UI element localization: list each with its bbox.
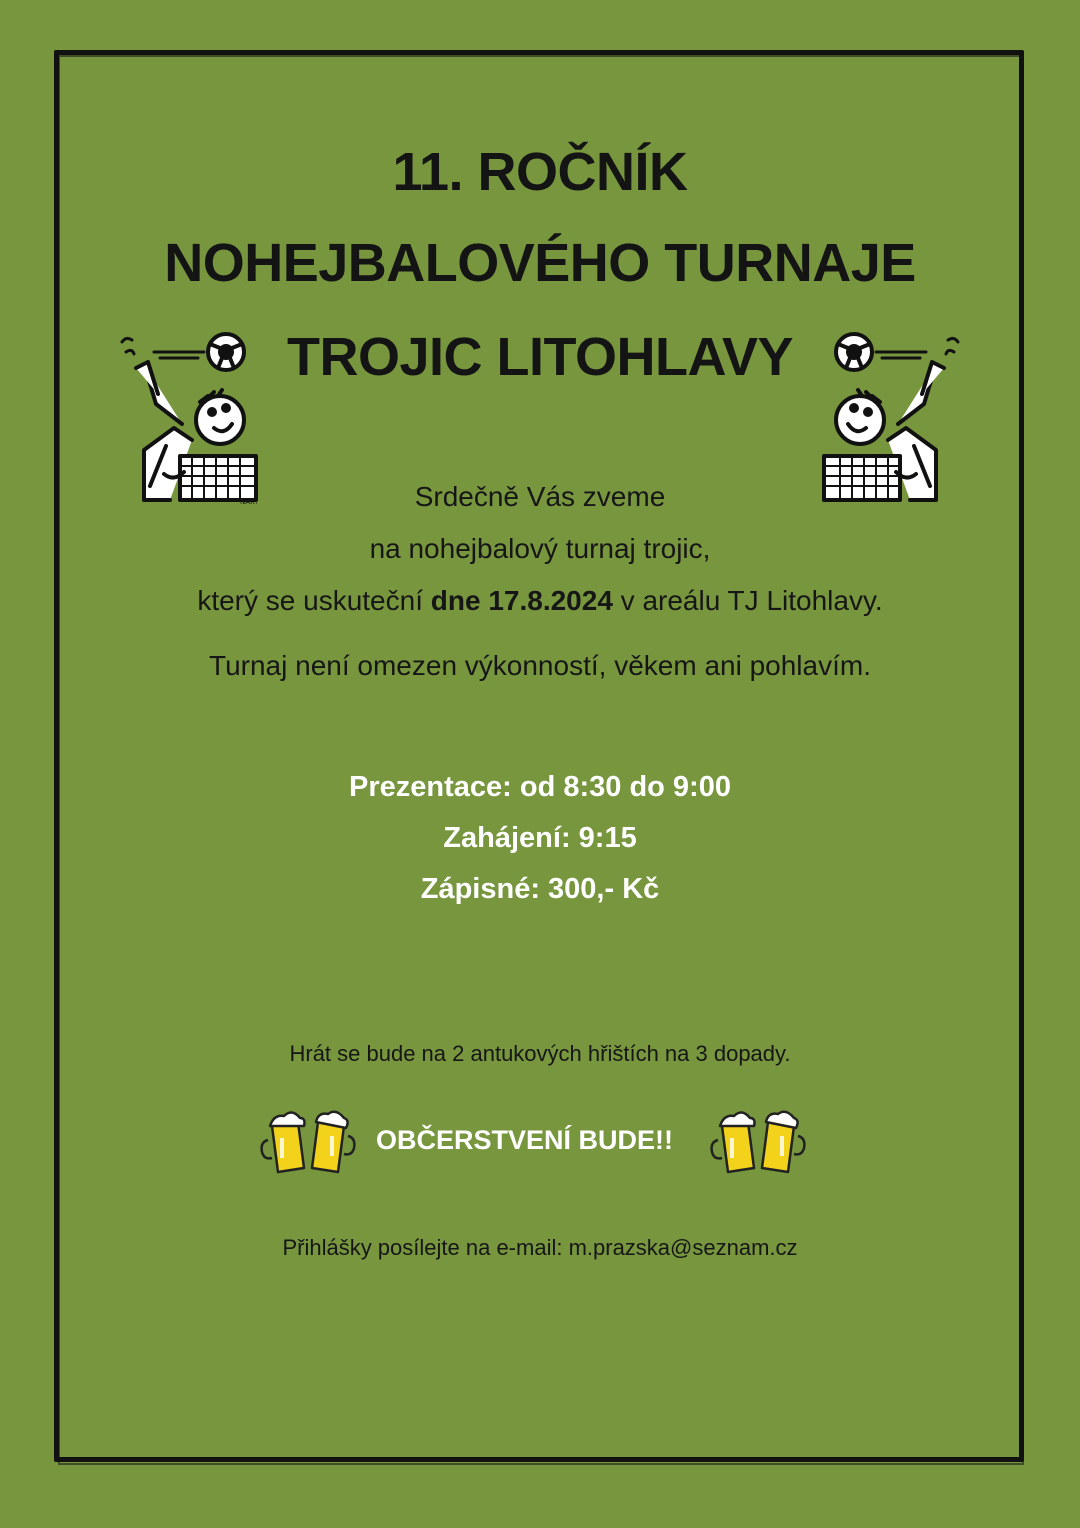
title-line-1: 11. ROČNÍK: [392, 142, 688, 202]
signup-email: Přihlášky posílejte na e-mail: m.prazska@seznam.cz: [282, 1235, 798, 1260]
invitation-line-3-suffix: v areálu TJ Litohlavy.: [612, 585, 883, 616]
invitation-line-1: Srdečně Vás zveme: [414, 481, 666, 512]
beer-mugs-icon: [710, 1104, 810, 1180]
courts-info: Hrát se bude na 2 antukových hřištích na 3 dopady.: [289, 1041, 791, 1066]
entry-fee: Zápisné: 300,- Kč: [420, 873, 660, 905]
title-line-3: TROJIC LITOHLAVY: [286, 327, 794, 387]
start-time: Zahájení: 9:15: [443, 822, 637, 854]
refreshments-notice: OBČERSTVENÍ BUDE!!: [376, 1125, 674, 1155]
invitation-line-3: [0, 587, 1080, 615]
invitation-line-2: na nohejbalový turnaj trojic,: [369, 533, 711, 564]
nohejbal-player-icon: [816, 328, 966, 508]
nohejbal-player-icon: [114, 328, 264, 508]
invitation-line-4: Turnaj není omezen výkonností, věkem ani pohlavím.: [209, 650, 871, 681]
beer-mugs-icon: [260, 1104, 360, 1180]
invitation-line-3-prefix: který se uskuteční: [197, 585, 431, 616]
title-line-2: NOHEJBALOVÉHO TURNAJE: [164, 233, 916, 293]
presentation-time: Prezentace: od 8:30 do 9:00: [349, 771, 731, 803]
svg-text:NAX!: NAX!: [240, 498, 258, 506]
event-date: dne 17.8.2024: [430, 585, 613, 616]
